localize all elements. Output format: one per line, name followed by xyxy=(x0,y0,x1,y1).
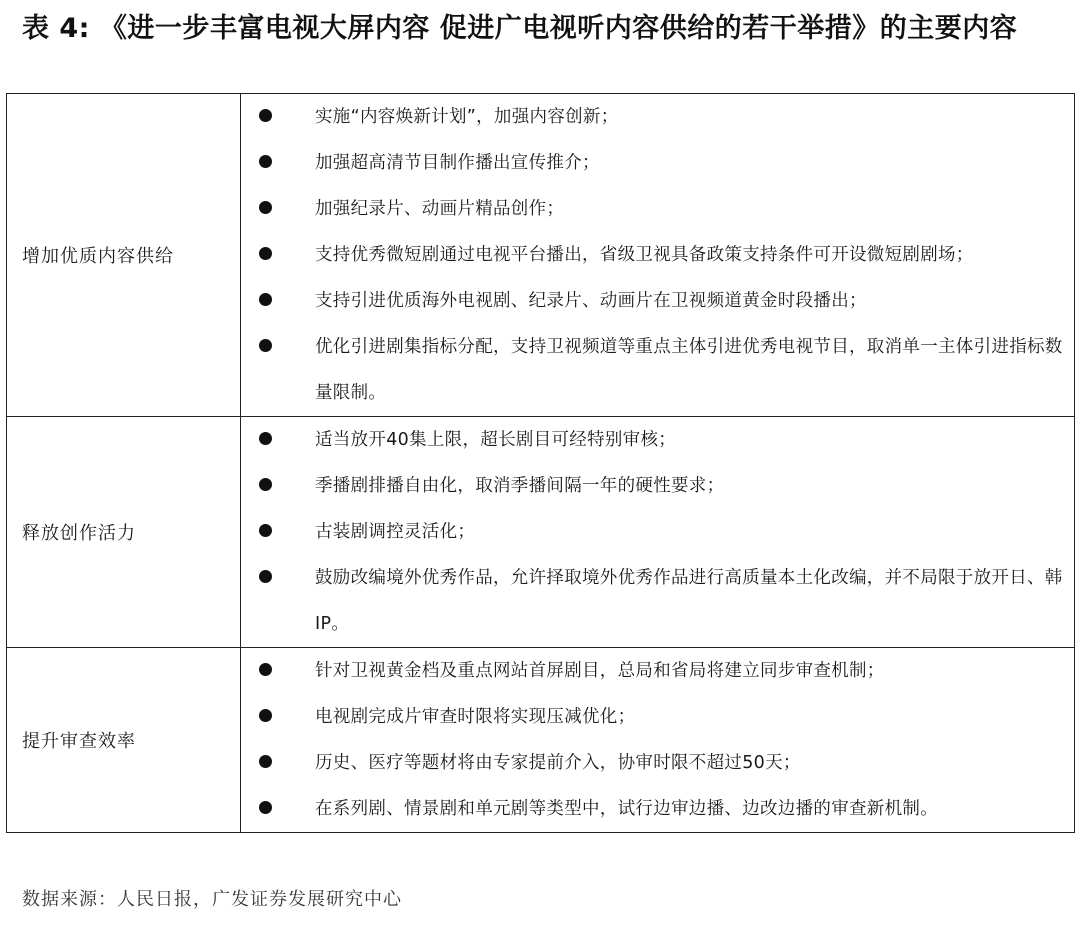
table-title: 表 4: 《进一步丰富电视大屏内容 促进广电视听内容供给的若干举措》的主要内容 xyxy=(22,13,1018,44)
list-item xyxy=(241,694,1074,740)
list-item-text: 鼓励改编境外优秀作品，允许择取境外优秀作品进行高质量本土化改编，并不局限于放开日、韩IP。 xyxy=(315,568,1063,634)
list-item xyxy=(241,232,1074,278)
bullet-icon xyxy=(259,709,272,722)
list-item xyxy=(241,140,1074,186)
category-cell: 提升审查效率 xyxy=(7,648,241,833)
bullet-icon xyxy=(259,801,272,814)
bullet-icon xyxy=(259,663,272,676)
list-item xyxy=(241,555,1074,647)
list-item xyxy=(241,648,1074,694)
table-row xyxy=(7,648,1075,833)
list-item-text: 适当放开40集上限，超长剧目可经特别审核； xyxy=(315,430,677,450)
bullet-icon xyxy=(259,524,272,537)
bullet-icon xyxy=(259,201,272,214)
table-row xyxy=(7,94,1075,417)
list-item xyxy=(241,417,1074,463)
items-cell xyxy=(241,648,1075,833)
list-item-text: 支持优秀微短剧通过电视平台播出，省级卫视具备政策支持条件可开设微短剧剧场； xyxy=(315,245,974,265)
bullet-list xyxy=(241,94,1074,416)
list-item xyxy=(241,324,1074,416)
list-item-text: 加强超高清节目制作播出宣传推介； xyxy=(315,153,600,173)
list-item-text: 古装剧调控灵活化； xyxy=(315,522,476,542)
bullet-list xyxy=(241,417,1074,647)
category-cell: 释放创作活力 xyxy=(7,417,241,648)
bullet-icon xyxy=(259,109,272,122)
list-item-text: 电视剧完成片审查时限将实现压减优化； xyxy=(315,707,636,727)
list-item xyxy=(241,278,1074,324)
list-item xyxy=(241,740,1074,786)
list-item-text: 实施“内容焕新计划”，加强内容创新； xyxy=(315,107,619,127)
bullet-icon xyxy=(259,293,272,306)
bullet-icon xyxy=(259,755,272,768)
category-cell: 增加优质内容供给 xyxy=(7,94,241,417)
list-item-text: 在系列剧、情景剧和单元剧等类型中，试行边审边播、边改边播的审查新机制。 xyxy=(315,799,938,819)
list-item xyxy=(241,94,1074,140)
bullet-icon xyxy=(259,570,272,583)
bullet-icon xyxy=(259,155,272,168)
list-item xyxy=(241,509,1074,555)
data-source-note: 数据来源：人民日报，广发证券发展研究中心 xyxy=(22,889,402,910)
bullet-icon xyxy=(259,478,272,491)
measures-table-container xyxy=(6,93,1075,833)
list-item xyxy=(241,463,1074,509)
bullet-list xyxy=(241,648,1074,832)
items-cell xyxy=(241,94,1075,417)
list-item xyxy=(241,786,1074,832)
measures-table xyxy=(6,93,1075,833)
bullet-icon xyxy=(259,432,272,445)
list-item-text: 加强纪录片、动画片精品创作； xyxy=(315,199,565,219)
list-item-text: 优化引进剧集指标分配，支持卫视频道等重点主体引进优秀电视节目，取消单一主体引进指标数量限制。 xyxy=(315,337,1063,403)
table-row xyxy=(7,417,1075,648)
list-item-text: 支持引进优质海外电视剧、纪录片、动画片在卫视频道黄金时段播出； xyxy=(315,291,867,311)
items-cell xyxy=(241,417,1075,648)
bullet-icon xyxy=(259,339,272,352)
list-item-text: 针对卫视黄金档及重点网站首屏剧目，总局和省局将建立同步审查机制； xyxy=(315,661,885,681)
list-item-text: 历史、医疗等题材将由专家提前介入，协审时限不超过50天； xyxy=(315,753,801,773)
list-item-text: 季播剧排播自由化，取消季播间隔一年的硬性要求； xyxy=(315,476,725,496)
list-item xyxy=(241,186,1074,232)
bullet-icon xyxy=(259,247,272,260)
